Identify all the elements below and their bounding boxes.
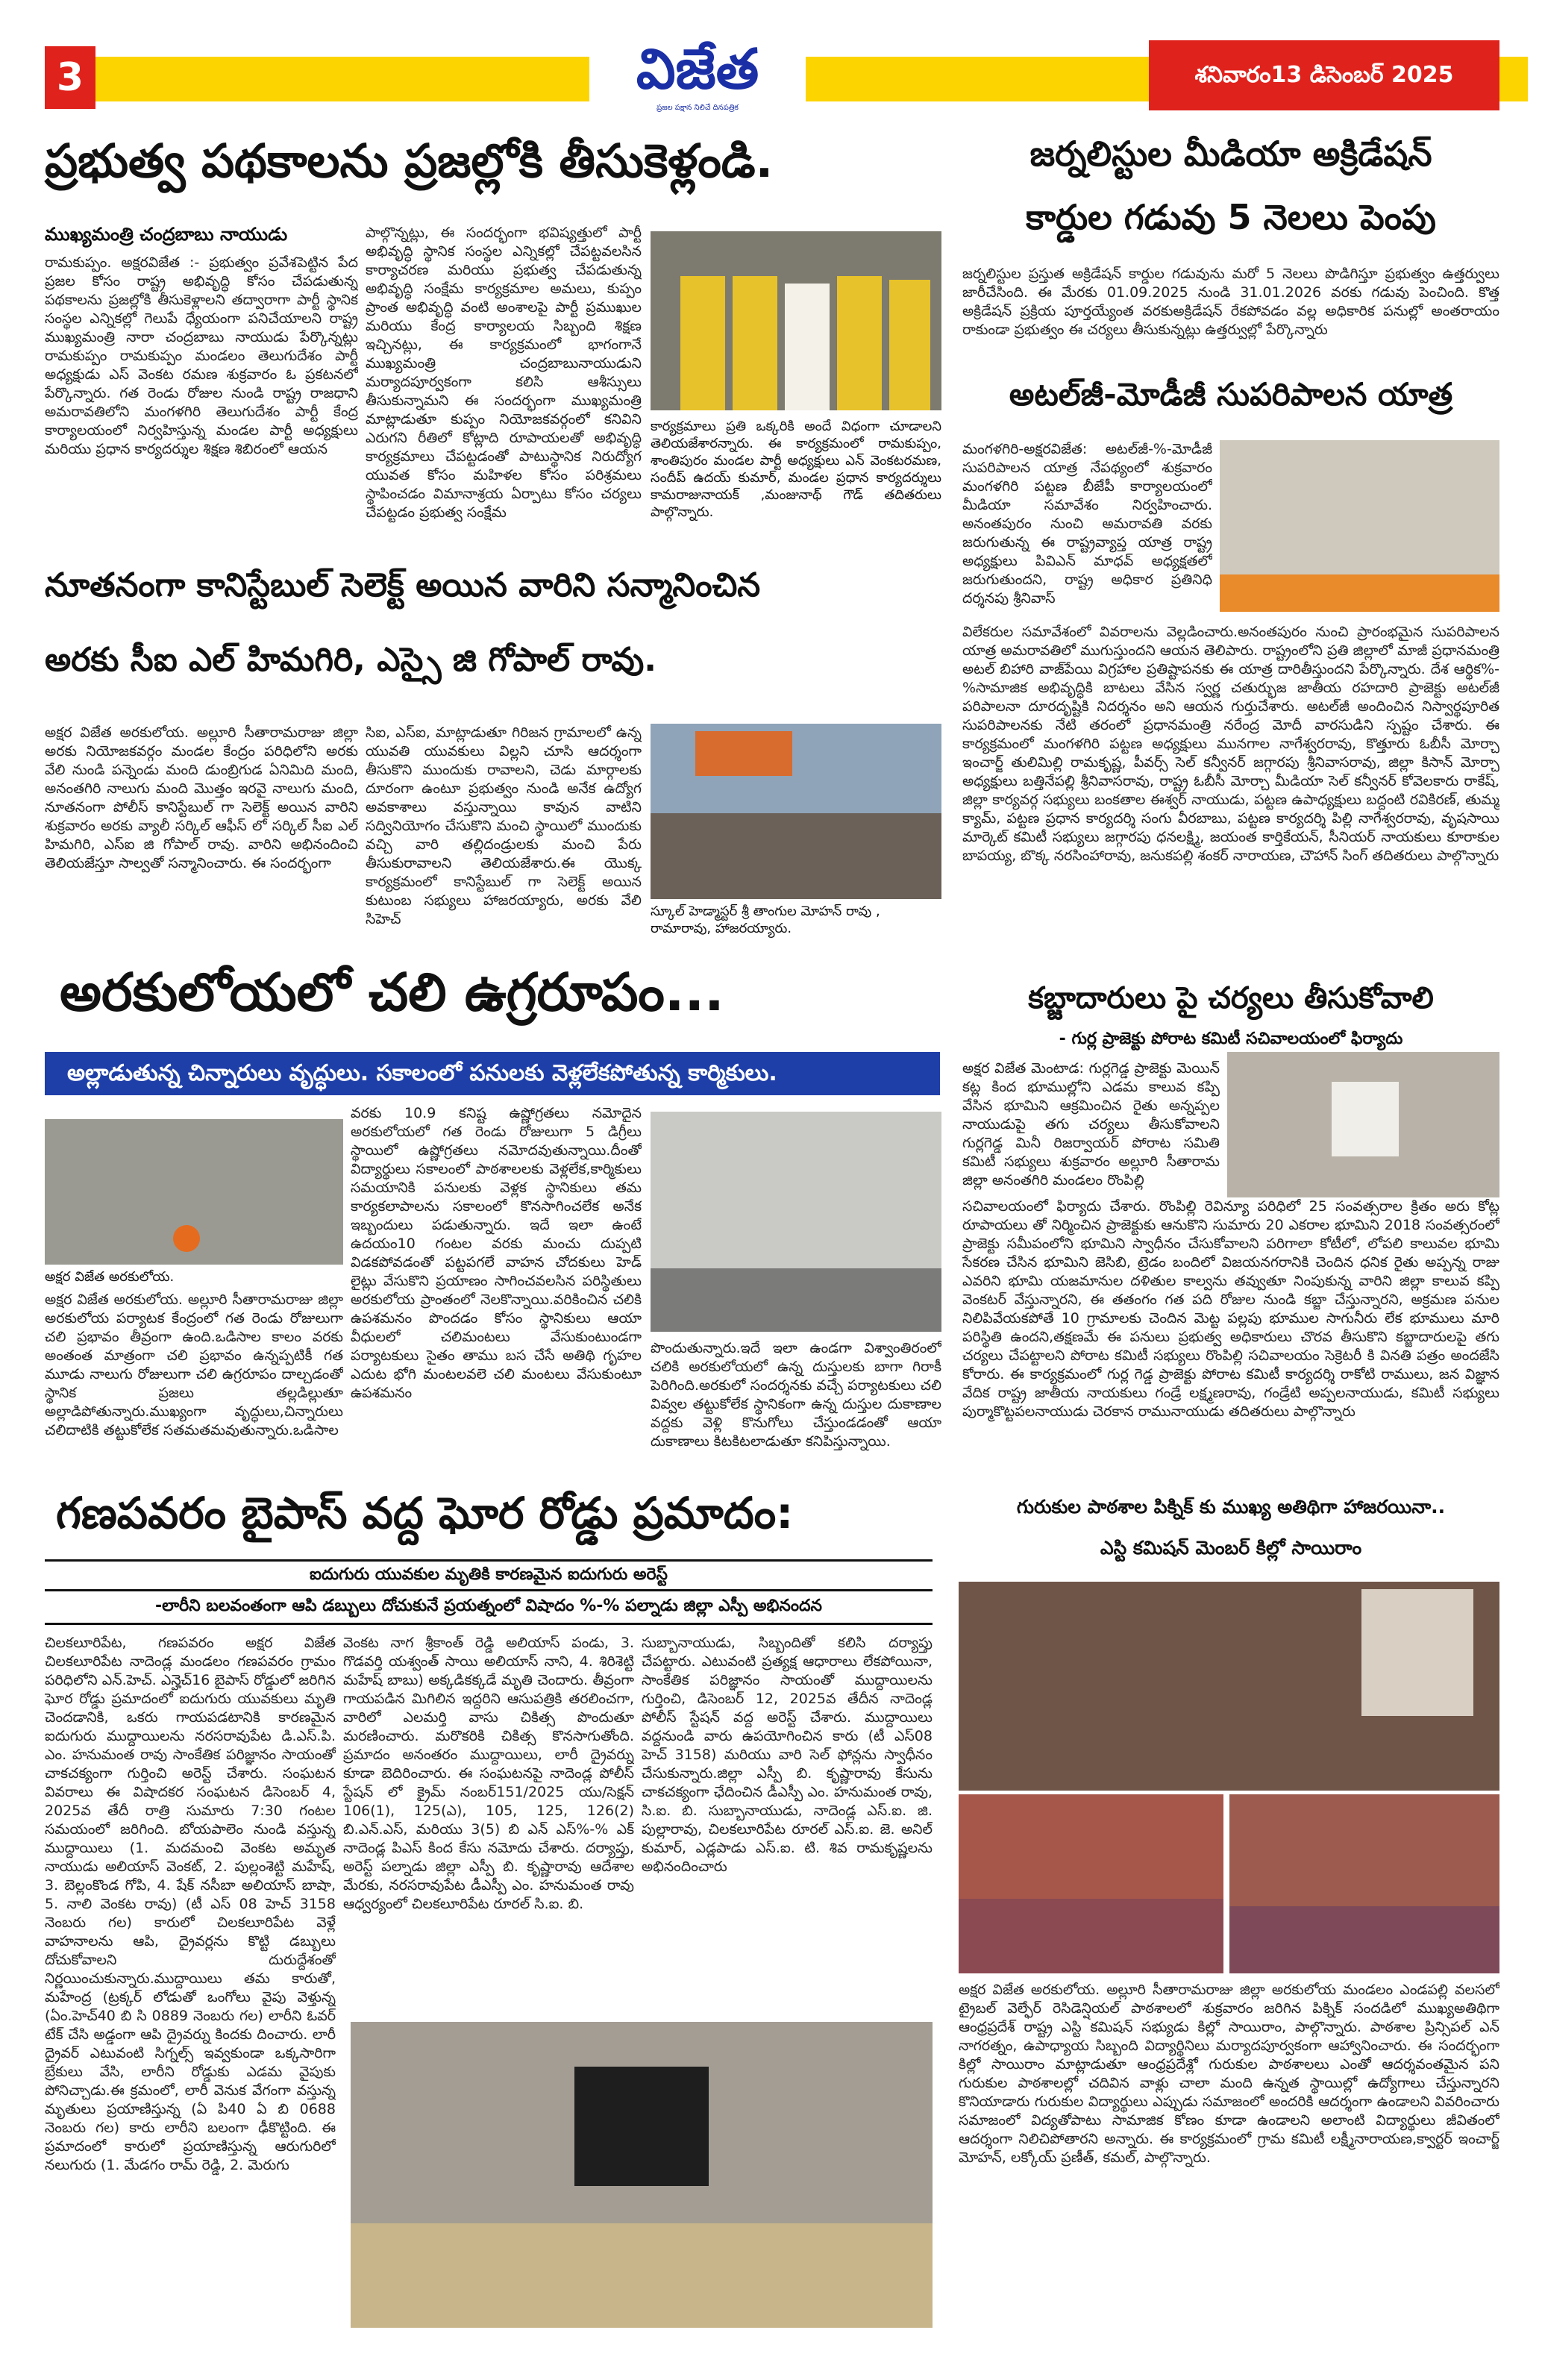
right3-body: సచివాలయంలో ఫిర్యాదు చేశారు. రొంపిల్లి రెవిన్యూ పరిధిలో 25 సంవత్సరాల క్రితం అరు కోట్ల రూపాయలు తో నిర్మించిన ప్రాజెక్టుకు ఆనుకొని సుమారు 20 ఎకరాల భూమిని 2018 సంవత్సరంలో ప్రాజెక్టు సమీపంలోని భూమిని స్వాధీనం చేసుకోవాలని పరిగాలా కోటీలో, లోపలి కాలువల భూమి సేకరణ చేసిన భూమిని జెసిబి, ట్రెడం బందిలో విజయనగరానికి చెందిన ధనిక రైతు అప్పన్న రాజు ఎవరిని భూమి యజమానుల దళితుల కాల్వను తవ్వుతూ నింపుకున్న వారిని జిల్లా కాలువ కప్పి వెంకటర్ వేస్తున్నారని, ఈ తతంగం గత పది రోజుల నుండి కబ్జా చేస్తున్నారని, అక్రమణ పనుల నిలిపివేయకపోతే 10 గ్రామాలకు చెందిన మెట్ట పల్లపు భూముల సాగునీరు లేక భూములు మారి పరిస్థితి ఉందని,తక్షణమే ఈ పనులు ప్రభుత్వ అధికారులు చొరవ తీసుకొని కబ్జాదారులపై తగు చర్యలు చేపట్టాలని పోరాట కమిటీ సభ్యులు రొంపిల్లి సచివాలయం సెక్రెటరీ కి వినతి పత్రం అందజేసి కోరారు. ఈ కార్యక్రమంలో గుర్ల గెడ్డ ప్రాజెక్టు పోరాట కమిటీ కార్యదర్శి రాకోటి రాములు, జన విజ్ఞాన వేదిక రాష్ట్ర జాతీయ నాయకులు గండ్రే లక్ష్మణరావు, గండ్రేటి అప్పలనాయుడు, కమిటీ సభ్యులు పుర్మాకొట్టపలనాయుడు చెరకాన రామునాయుడు తదితరులు పాల్గొన్నారు [962, 1198, 1499, 1420]
story3-caption: అక్షర విజేత అరకులోయ. [45, 1269, 175, 1285]
story3-banner: అల్లాడుతున్న చిన్నారులు వృద్ధులు. సకాలంలో పనులకు వెళ్లలేకపోతున్న కార్మికులు. [45, 1052, 940, 1095]
story1-col1: రామకుప్పం. అక్షరవిజేత :- ప్రభుత్వం ప్రవేశపెట్టిన పేద ప్రజల కోసం రాష్ట్ర అభివృద్ధి కోసం చేపడుతున్న పథకాలను ప్రజల్లోకి తీసుకెళ్లాలని తద్వారాగా పార్టీ స్థానిక సంస్థల ఎన్నికల్లో గెలుపే ధ్యేయంగా పనిచేయాలని రాష్ట్ర ముఖ్యమంత్రి నారా చంద్రబాబు నాయుడు పేర్కొన్నట్లు రామకుప్పం రామకుప్పం మండలం తెలుగుదేశం పార్టీ అధ్యక్షుడు ఎస్ వెంకట రమణ శుక్రవారం ఓ ప్రకటనలో పేర్కొన్నారు. గత రెండు రోజుల నుండి రాష్ట్ర రాజధాని అమరావతిలోని మంగళగిరి తెలుగుదేశం పార్టీ కేంద్ర కార్యాలయంలో నిర్వహిస్తున్న మండల పార్టీ అధ్యక్షులు మరియు ప్రధాన కార్యదర్శుల శిక్షణ శిబిరంలో ఆయన [45, 254, 358, 457]
story1-headline: ప్రభుత్వ పథకాలను ప్రజల్లోకి తీసుకెళ్లండి. [45, 134, 774, 188]
right3-photo [1227, 1052, 1499, 1197]
page-number: 3 [45, 46, 95, 109]
story4-rule-mid [45, 1589, 933, 1591]
politicians-group-photo [651, 231, 941, 410]
right3-headline: కబ్జాదారులు పై చర్యలు తీసుకోవాలి [1028, 981, 1434, 1015]
right2-photo [1220, 440, 1499, 612]
story4-rule-bottom [45, 1623, 933, 1625]
stage-guests-photo [959, 1582, 1499, 1791]
right4-photo-1 [959, 1582, 1499, 1791]
right4-photo-3 [1229, 1794, 1499, 1973]
story2-caption: స్కూల్ హెడ్మాస్టర్ శ్రీ తాంగుల మోహన్ రావు , రామారావు, హాజరయ్యారు. [651, 904, 880, 936]
story2-headline-2: అరకు సీఐ ఎల్ హిమగిరి, ఎస్సై జి గోపాల్ రావు. [45, 641, 656, 679]
right4-headline-2: ఎస్టి కమిషన్ మెంబర్ కిల్లో సాయిరాం [1100, 1537, 1362, 1559]
right3-subhead: - గుర్ల ప్రాజెక్టు పోరాట కమిటీ సచివాలయంలో ఫిర్యాదు [1059, 1030, 1403, 1048]
story1-photo [651, 231, 941, 410]
people-around-fire-photo [45, 1119, 343, 1265]
story4-subhead-2: -లారీని బలవంతంగా ఆపి డబ్బులు దోచుకునే ప్రయత్నంలో విషాదం %-% పల్నాడు జిల్లా ఎస్పీ అభినందన [155, 1597, 822, 1615]
right4-headline-1: గురుకుల పాఠశాల పిక్నిక్ కు ముఖ్య అతిథిగా హాజరయినా.. [1016, 1496, 1446, 1518]
right3-intro: అక్షర విజేత మెంటాడ: గుర్లగెడ్డ ప్రాజెక్టు మెయిన్ కట్ల కింద భూముల్లోని ఎడమ కాలువ కప్పి వేసిన భూమిని ఆక్రమించిన రైతు అన్నప్పల నాయుడుపై తగు చర్యలు తీసుకోవాలని గుర్లగెడ్డ మినీ రిజర్వాయర్ పోరాట సమితి కమిటీ సభ్యులు శుక్రవారం అల్లూరి సీతారామ జిల్లా అనంతగిరి మండలం రొంపిల్లి [962, 1060, 1220, 1189]
story2-headline-1: నూతనంగా కానిస్టేబుల్ సెలెక్ట్ అయిన వారిని సన్మానించిన [45, 566, 761, 604]
story2-col2: సిఐ, ఎస్ఐ, మాట్లాడుతూ గిరిజన గ్రామాలలో ఉన్న యువతి యువకులు విల్లని చూసి ఆదర్శంగా తీసుకొని ముందుకు రావాలని, చెడు మార్గాలకు దూరంగా ఉంటూ ప్రభుత్వం నుండి అనేక ఉద్యోగ అవకాశాలు వస్తున్నాయి కావున వాటిని సద్వినియోగం చేసుకొని మంచి స్థాయిలో ముందుకు వచ్చి వారి తల్లిదండ్రులకు మంచి పేరు తీసుకురావాలని తెలియజేశారు.ఈ యొక్క కార్యక్రమంలో కానిస్టేబుల్ గా సెలెక్ట్ అయిన కుటుంబ సభ్యులు హాజరయ్యారు, అరకు వేలి సిహెచ్ [366, 724, 642, 927]
police-press-meet-photo [351, 2022, 933, 2328]
story4-headline: గణపవరం బైపాస్ వద్ద ఘోర రోడ్డు ప్రమాదం: [56, 1488, 794, 1538]
right1-headline-2: కార్డుల గడువు 5 నెలలు పెంపు [1026, 197, 1436, 237]
right2-headline: అటల్‌జీ-మోడీజీ సుపరిపాలన యాత్ర [1009, 376, 1453, 413]
story4-col1: చిలకలూరిపేట, గణపవరం అక్షర విజేత చిలకలూరిపేట నాదెండ్ల మండలం గణపవరం గ్రామం పరిధిలోని ఎన్.హెచ్. ఎన్హెచ్16 బైపాస్ రోడ్డులో జరిగిన ఘోర రోడ్డు ప్రమాదంలో ఐదుగురు యువకులు మృతి చెందడానికి, ఒకరు గాయపడటానికి కారణమైన ఐదుగురు ముద్దాయిలను నరసరావుపేట డి.ఎస్.పి. ఎం. హనుమంత రావు సాంకేతిక పరిజ్ఞానం సాయంతో చాకచక్యంగా గుర్తించి అరెస్ట్ చేశారు. సంఘటన వివరాలు ఈ విషాదకర సంఘటన డిసెంబర్ 4, 2025వ తేదీ రాత్రి సుమారు 7:30 గంటల సమయంలో జరిగింది. బోయపాలెం నుండి వస్తున్న ముద్దాయిలు (1. మదమంచి వెంకట అమృత నాయుడు అలియాస్ వెంకట్, 2. పుల్లంశెట్టి మహేష్, 3. బెల్లంకొండ గోపి, 4. షేక్ నసీబా అలియాస్ బాషా, 5. నాలి వెంకట రావు) (టీ ఎస్ 08 హెచ్ 3158 నెంబరు గల) కారులో చిలకలూరిపేట వెళ్లే వాహనాలను ఆపి, ద్రైవర్లను కొట్టి డబ్బులు దోచుకోవాలని దురుద్దేశంతో నిర్ణయించుకున్నారు.ముద్దాయిలు తమ కారుతో, మహేంద్ర (ట్రక్కర్ లోడుతో ఒంగోలు వైపు వెళ్తున్న (ఏం.హెచ్40 బి సి 0889 నెంబరు గల) లారీని ఓవర్ టేక్ చేసి అడ్డంగా ఆపి ద్రైవర్ను కిందకు దించారు. లారీ ద్రైవర్ ఎటువంటి సిగ్నల్స్ ఇవ్వకుండా ఒక్కసారిగా బ్రేకులు వేసి, లారీని రోడ్డుకు ఎడమ వైపుకు పోనిచ్చాడు.ఈ క్రమంలో, లారీ వెనుక వేగంగా వస్తున్న మృతులు ప్రయాణిస్తున్న (ఏ పి40 ఏ బి 0688 నెంబరు గల) కారు లారీని బలంగా ఢీకొట్టింది. ఈ ప్రమాదంలో కారులో ప్రయాణిస్తున్న ఆరుగురిలో నలుగురు (1. మేడగం రామ్ రెడ్డి, 2. మెరుగు [45, 1635, 336, 2173]
constables-group-photo [651, 724, 941, 899]
story3-headline: అరకులోయలో చలి ఉగ్రరూపం... [60, 962, 724, 1023]
right4-body: అక్షర విజేత అరకులోయ. అల్లూరి సీతారామరాజు జిల్లా అరకులోయ మండలం ఎండపల్లి వలసలో ట్రైబల్ వెల్ఫేర్ రెసిడెన్షియల్ పాఠశాలలో శుక్రవారం జరిగిన పిక్నిక్ సందడిలో ముఖ్యఅతిథిగా ఆంధ్రప్రదేశ్ రాష్ట్ర ఎస్టి కమిషన్ సభ్యుడు కిల్లో సాయిరాం, పాల్గొన్నారు. పాఠశాల ప్రిన్సిపల్ ఎన్ నాగరత్నం, ఉపాధ్యాయ సిబ్బంది విద్యార్థినిలు మర్యాదపూర్వకంగా ఆహ్వానించారు. ఈ సందర్భంగా కిల్లో సాయిరాం మాట్లాడుతూ ఆంధ్రప్రదేశ్లో గురుకుల పాఠశాలలు ఎంతో ఆదర్శవంతమైన పని గురుకుల పాఠశాలల్లో చదివిన వాళ్లు చాలా మంది ఉన్నత స్థాయిల్లో ఉద్యోగాలు చేస్తున్నారని కొనియాడారు గురుకుల విద్యార్థులు ఎప్పుడు సమాజంలో అందరికి ఆదర్శంగా ఉండాలని వివరించారు సమాజంలో విద్యతోపాటు సామాజిక కోణం కూడా ఉండాలని అలాంటి విద్యార్థులు జీవితంలో ఆదర్శంగా నిలిచిపోతారని అన్నారు. ఈ కార్యక్రమంలో గ్రామ కమిటీ లక్ష్మీనారాయణ,క్వార్టర్ ఇంచార్జ్ మోహన్, లక్కోయ్ ప్రణీత్, కమల్, పాల్గొన్నారు. [959, 1982, 1499, 2166]
story2-col1: అక్షర విజేత అరకులోయ. అల్లూరి సీతారామరాజు జిల్లా అరకు నియోజకవర్గం మండల కేంద్రం పరిధిలోని అరకు వేలి నుండి పన్నెండు మంది డుంబ్రిగుడ ఏనిమిది మంది, అనంతగిరి నాలుగు మంది మొత్తం ఇరవై నాలుగు మంది, నూతనంగా పోలీస్ కానిస్టేబుల్ గా సెలెక్ట్ అయిన వారిని శుక్రవారం అరకు వ్యాలీ సర్కిల్ ఆఫీస్ లో సర్కిల్ సీఐ ఎల్ హిమగిరి, ఎస్ఐ జి గోపాల్ రావు. వారిని అభినందించి తెలియజేస్తూ సాల్వతో సన్మానించారు. ఈ సందర్భంగా [45, 724, 358, 871]
right1-headline-1: జర్నలిస్టుల మీడియా అక్రిడేషన్ [1029, 134, 1432, 174]
story1-byline: ముఖ్యమంత్రి చంద్రబాబు నాయుడు [45, 224, 288, 245]
story4-rule-top [45, 1559, 933, 1562]
story4-col2: వెంకట నాగ శ్రీకాంత్ రెడ్డి అలియాస్ పండు, 3. గొడవర్తి యశ్వంత్ సాయి అలియాస్ నాని, 4. శిరిశెట్టి మహేష్ బాబు) అక్కడికక్కడే మృతి చెందారు. తీవ్రంగా గాయపడిన మిగిలిన ఇద్దరిని ఆసుపత్రికి తరలించగా, వారిలో ఎలమర్తి వాసు చికిత్స పొందుతూ మరణించారు. మరొకరికి చికిత్స కొనసాగుతోంది. ప్రమాదం అనంతరం ముద్దాయిలు, లారీ ద్రైవర్ను కూడా బెదిరించారు. ఈ సంఘటనపై నాదెండ్ల పోలీస్ స్టేషన్ లో క్రైమ్ నంబర్151/2025 యు/సెక్షన్ 106(1), 125(ఎ), 105, 125, 126(2) బి.ఎన్.ఎస్, మరియు 3(5) బి ఎన్ ఎస్%-% ఎక్ నాదెండ్ల పిఎస్ కింద కేసు నమోదు చేశారు. దర్యాప్తు, అరెస్ట్ పల్నాడు జిల్లా ఎస్పీ బి. కృష్ణారావు ఆదేశాల మేరకు, నరసరావుపేట డీఎస్పీ ఎం. హనుమంత రావు ఆధ్వర్యంలో చిలకలూరిపేట రూరల్ సి.ఐ. బి. [343, 1635, 634, 1912]
story4-photo [351, 2022, 933, 2328]
story4-subhead-1: ఐదుగురు యువకుల మృతికి కారణమైన ఐదుగురు అరెస్ట్ [309, 1565, 668, 1584]
students-crowd-photo-left [959, 1794, 1223, 1973]
story2-photo [651, 724, 941, 899]
students-crowd-photo-right [1229, 1794, 1499, 1973]
right4-photo-2 [959, 1794, 1223, 1973]
story1-caption: కార్యక్రమాలు ప్రతి ఒక్కరికి అందే విధంగా చూడాలని తెలియజేశారన్నారు. ఈ కార్యక్రమంలో రామకుప్పం, శాంతిపురం మండల పార్టీ అధ్యక్షులు ఎన్ వెంకటరమణ, సందీప్ ఉదయ్ కుమార్, మండల ప్రధాన కార్యదర్శులు కామరాజునాయక్ ,మంజునాథ్ గౌడ్ తదితరులు పాల్గొన్నారు. [651, 419, 941, 520]
newspaper-logo [589, 36, 806, 118]
story4-col3: సుబ్బానాయుడు, సిబ్బందితో కలిసి దర్యాప్తు చేపట్టారు. ఎటువంటి ప్రత్యక్ష ఆధారాలు లేకపోయినా, సాంకేతిక పరిజ్ఞానం సాయంతో ముద్దాయిలను గుర్తించి, డిసెంబర్ 12, 2025వ తేదీన నాదెండ్ల పోలీస్ స్టేషన్ వద్ద అరెస్ట్ చేశారు. ముద్దాయిలు వద్దనుండి వారు ఉపయోగించిన కారు (టీ ఎస్08 హెచ్ 3158) మరియు వారి సెల్ ఫోన్లను స్వాధీనం చేసుకున్నారు.జిల్లా ఎస్పీ బి. కృష్ణారావు కేసును చాకచక్యంగా ఛేదించిన డీఎస్పీ ఎం. హనుమంత రావు, సి.ఐ. బి. సుబ్బానాయుడు, నాదెండ్ల ఎస్.ఐ. జి. పుల్లారావు, చిలకలూరిపేట రూరల్ ఎస్.ఐ. జె. అనిల్ కుమార్, ఎడ్లపాడు ఎస్.ఐ. టి. శివ రామకృష్ణలను అభినందించారు [642, 1635, 933, 1875]
story3-col3: పొందుతున్నారు.ఇదే ఇలా ఉండగా విశ్వాంతిరంలో చలికి అరకులోయలో ఉన్న దుస్తులకు బాగా గిరాకీ పెరిగింది.అరకులో సందర్శనకు వచ్చే పర్యాటకులు చలి వివ్వల తట్టుకోలేక స్థానికంగా ఉన్న దుస్తుల దుకాణాల వద్దకు వెళ్లి కొనుగోలు చేస్తుండడంతో ఆయా దుకాణాలు కిటకిటలాడుతూ కనిపిస్తున్నాయి. [651, 1340, 941, 1450]
story3-col1: అక్షర విజేత అరకులోయ. అల్లూరి సీతారామరాజు జిల్లా అరకులోయ పర్యాటక కేంద్రంలో గత రెండు రోజులుగా చలి ప్రభావం తీవ్రంగా ఉంది.ఒడిసాల కాలం వరకు అంతంత మాత్రంగా చలి ప్రభావం ఉన్నప్పటికీ గత మూడు నాలుగు రోజులుగా చలి ఉగ్రరూపం దాల్చడంతో స్థానిక ప్రజలు తల్లడిల్లుతూ అల్లాడిపోతున్నారు.ముఖ్యంగా వృద్ధులు,చిన్నారులు చలిదాటికి తట్టుకోలేక సతమతమవుతున్నారు.ఒడిసాల [45, 1291, 343, 1438]
story3-col2: వరకు 10.9 కనిష్ట ఉష్ణోగ్రతలు నమోదైన అరకులోయలో గత రెండు రోజులుగా 5 డిగ్రీలు స్థాయిలో ఉష్ణోగ్రతలు నమోదవుతున్నాయి.దీంతో విద్యార్థులు సకాలంలో పాఠశాలలకు వెళ్లలేక,కార్మికులు సమయానికి పనులకు వెళ్లక స్థానికులు తమ కార్యకలాపాలను సకాలంలో కొనసాగించలేక అనేక ఇబ్బందులు పడుతున్నారు. ఇదే ఇలా ఉంటే ఉదయం10 గంటల వరకు మంచు దుప్పటి విడకపోవడంతో పట్టపగలే వాహన చోదకులు హెడ్ లైట్లు వేసుకొని ప్రయాణం సాగించవలసిన పరిస్థితులు అరకులోయ ప్రాంతంలో నెలకొన్నాయి.వరికించిన చలికి ఉపశమనం పొందడం కోసం స్థానికులు ఆయా వీధులలో చలిమంటలు వేసుకుంటుండగా పర్యాటకులు సైతం తాము బస చేసే అతిథి గృహల ఎదుట భోగి మంటలవలె చలి మంటలు వేసుకుంటూ ఉపశమనం [351, 1105, 642, 1401]
bjp-press-meet-photo [1220, 440, 1499, 612]
right2-body: విలేకరుల సమావేశంలో వివరాలను వెల్లడించారు.అనంతపురం నుంచి ప్రారంభమైన సుపరిపాలన యాత్ర అమరావతిలో ముగుస్తుందని ఆయన తెలిపారు. రాష్ట్రంలోని ప్రతి జిల్లాలో మాజీ ప్రధానమంత్రి అటల్ బిహారి వాజ్‌పేయి విగ్రహాల ప్రతిష్టాపనకు ఈ యాత్ర దారితీస్తుందని పేర్కొన్నారు. దేశ ఆర్థిక%-%సామాజిక అభివృద్ధికి బాటలు వేసిన స్వర్ణ చతుర్భుజ జాతీయ రహదారి ప్రాజెక్టు అటల్‌జీ పరిపాలనా దూరదృష్టికి నిదర్శనం అని ఆయన గుర్తుచేశారు. అటల్‌జీ అందించిన నిస్వార్థపూరిత సుపరిపాలనకు నేటి తరంలో ప్రధానమంత్రి నరేంద్ర మోదీ వారసుడిని స్పష్టం చేశారు. ఈ కార్యక్రమంలో మంగళగిరి పట్టణ అధ్యక్షులు మునగాల నాగేశ్వరరావు, కొత్తూరు ఓబీసీ మోర్చా ఇంచార్జ్ తులిమిల్లి రామకృష్ణ, పీవర్స్ సెల్ కన్వీనర్ జగ్గారపు శ్రీనివాసరావు, జిల్లా కిసాన్ మోర్చా అధ్యక్షులు బత్తినేపల్లి శ్రీనివాసరావు, రాష్ట్ర ఓబీసీ మోర్చా మీడియా సెల్ కన్వీనర్ కోవెలకారు రాకేష్, జిల్లా కార్యవర్గ సభ్యులు బంకతాల ఈశ్వర్ నాయుడు, పట్టణ ఉపాధ్యక్షులు బద్దంటి రవికిరణ్, తుమ్మ క్యామ్, పట్టణ ప్రధాన కార్యదర్శి సంగు వీరబాబు, పట్టణ కార్యదర్శి పిల్లి నాగేశ్వరరావు, వృషసాయి మార్కెట్ కమిటీ సభ్యులు జగ్గారపు ధనలక్ష్మి, జయంత కార్తికేయన్, సీనియర్ నాయకులు కూరాకుల బాపయ్య, బొక్క నరసింహారావు, జనుకపల్లి శంకర్ నారాయణ, చౌహాన్ సింగ్ తదితరులు పాల్గొన్నారు [962, 624, 1499, 864]
foggy-road-photo [651, 1112, 941, 1332]
complaint-submission-photo [1227, 1052, 1499, 1197]
issue-date: శనివారం13 డిసెంబర్ 2025 [1149, 40, 1499, 110]
logo-tagline: ప్రజల పక్షాన నిలిచే దినపత్రిక [656, 104, 739, 112]
story3-photo-2 [651, 1112, 941, 1332]
right1-body: జర్నలిస్టుల ప్రస్తుత అక్రిడేషన్ కార్డుల గడువును మరో 5 నెలలు పొడిగిస్తూ ప్రభుత్వం ఉత్తర్వులు జారీచేసింది. ఈ మేరకు 01.09.2025 నుండి 31.01.2026 వరకు గడువు పెంచింది. కొత్త అక్రిడేషన్ ప్రక్రియ పూర్తయ్యేంత వరకుఅక్రిడేషన్ రేకపోవడం వల్ల అధికారిక పనుల్లో అంతరాయం రాకుండా ప్రభుత్వం ఈ చర్యలు తీసుకున్నట్లు ఉత్తర్వుల్లో పేర్కొన్నారు [962, 266, 1499, 338]
right2-intro: మంగళగిరి-అక్షరవిజేత: అటల్‌జీ-%-మోడీజీ సుపరిపాలన యాత్ర నేపథ్యంలో శుక్రవారం మంగళగిరి పట్టణ బీజేపీ కార్యాలయంలో మీడియా సమావేశం నిర్వహించారు. అనంతపురం నుంచి అమరావతి వరకు జరుగుతున్న ఈ రాష్ట్రవ్యాప్త యాత్ర రాష్ట్ర అధ్యక్షులు పివిఎన్ మాధవ్ అధ్యక్షతలో జరుగుతుందని, రాష్ట్ర అధికార ప్రతినిధి దర్శనపు శ్రీనివాస్ [962, 441, 1212, 607]
story1-col2: పాల్గొన్నట్లు, ఈ సందర్భంగా భవిష్యత్తులో పార్టీ అభివృద్ధి స్థానిక సంస్థల ఎన్నికల్లో చేపట్టవలసిన కార్యాచరణ మరియు ప్రభుత్వ చేపడుతున్న అభివృద్ధి సంక్షేమ కార్యక్రమాల అమలు, కుప్పం ప్రాంత అభివృద్ధి వంటి అంశాలపై పార్టీ ప్రముఖుల మరియు కేంద్ర కార్యాలయ సిబ్బంది శిక్షణ ఇచ్చినట్లు, ఈ కార్యక్రమంలో భాగంగానే ముఖ్యమంత్రి చంద్రబాబునాయుడుని మర్యాదపూర్వకంగా కలిసి ఆశీస్సులు తీసుకున్నామని ఈ సందర్భంగా ముఖ్యమంత్రి మాట్లాడుతూ కుప్పం నియోజకవర్గంలో కనివిని ఎరుగని రీతిలో కోట్లాది రూపాయలతో అభివృద్ధి కార్యక్రమాలు చేపట్టడంతో పాటుస్థానిక నిరుద్యోగ యువత కోసం మహిళల కోసం పరిశ్రమలు స్థాపించడం విమానాశ్రయ ఏర్పాటు కోసం చర్యలు చేపట్టడం ప్రభుత్వ సంక్షేమ [366, 225, 642, 521]
story3-photo-1 [45, 1119, 343, 1265]
logo-word: విజేత [636, 37, 759, 101]
